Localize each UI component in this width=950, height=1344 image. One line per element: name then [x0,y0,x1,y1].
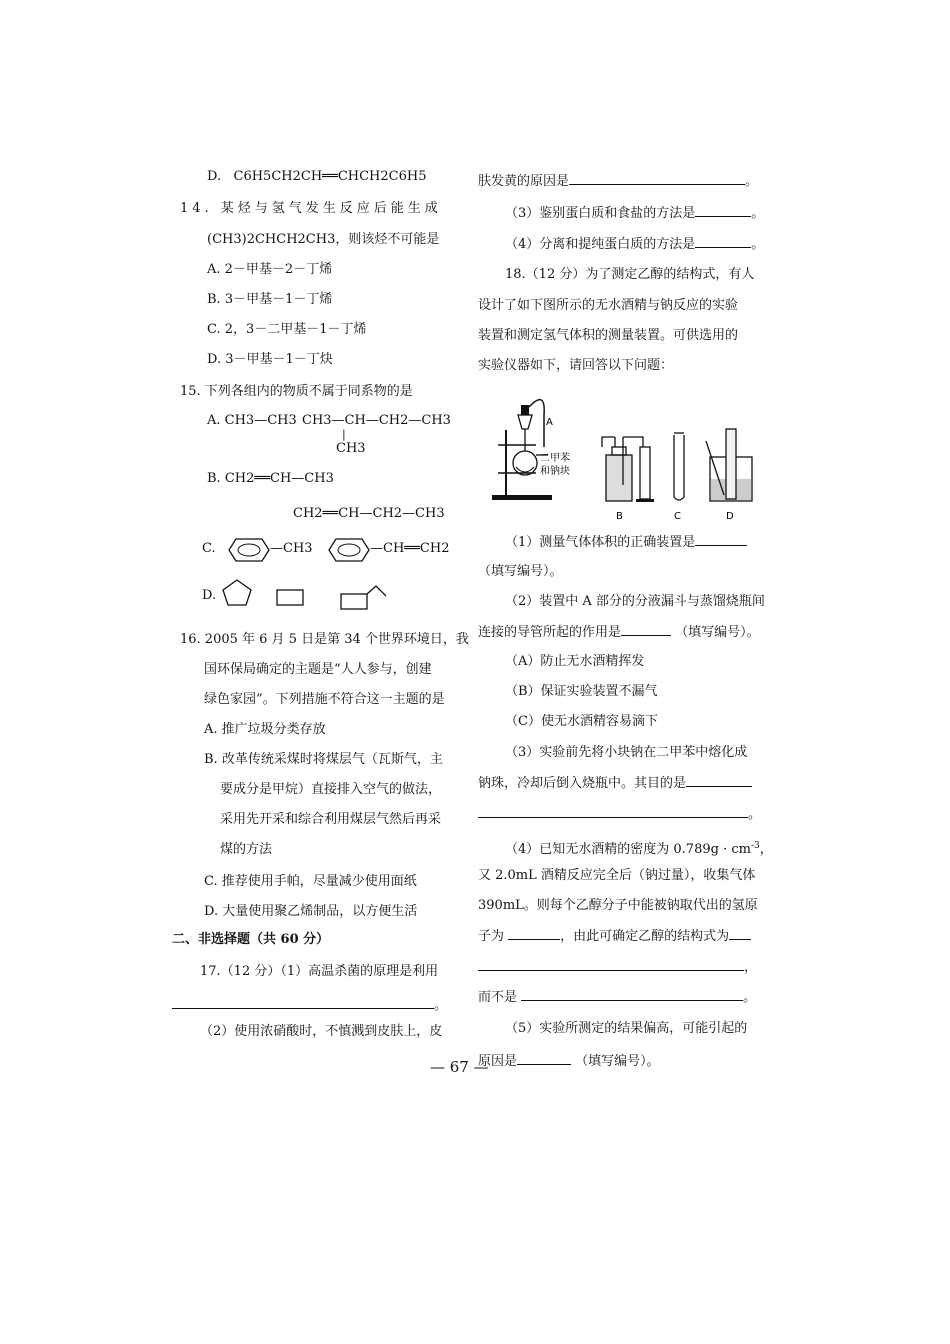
q18-option-a: （A）防止无水酒精挥发 [505,654,645,669]
answer-blank[interactable] [517,1052,571,1065]
answer-blank[interactable] [521,988,743,1001]
q16-option-b-line4: 煤的方法 [220,842,273,857]
question-text: （填写编号）。 [575,1054,660,1069]
figure-label-b: B [616,511,623,522]
benzene-ring-icon [228,537,270,563]
q18-line2: 设计了如下图所示的无水酒精与钠反应的实验 [478,298,739,313]
q18-part4-line2: 又 2.0mL 酒精反应完全后（钠过量），收集气体 [478,868,756,883]
q15-option-a-branch: CH3 [336,441,366,456]
question-text: 钠珠，冷却后倒入烧瓶中。其目的是 [478,776,687,791]
answer-blank[interactable] [686,774,752,787]
question-text: 而不是 [478,990,518,1005]
question-text: 原因是 [478,1054,518,1069]
answer-blank[interactable] [478,958,744,971]
q18-line3: 装置和测定氢气体积的测量装置。可供选用的 [478,328,739,343]
q15-option-b-left: B. CH2══CH—CH3 [207,471,334,486]
q14-line2: (CH3)2CHCH2CH3，则该烃不可能是 [207,232,440,247]
square-ring-icon [276,589,304,607]
q16-option-d: D. 大量使用聚乙烯制品，以方便生活 [204,904,418,919]
q13-option-d [207,168,426,186]
figure-note-line2: 和钠块 [540,466,570,477]
question-text: ，由此可确定乙醇的结构式为 [560,929,730,944]
q18-part2-line2 [478,623,760,642]
q14-option-c: C. 2，3－二甲基－1－丁烯 [207,322,367,337]
q18-part4-line1 [505,837,773,859]
q17-answer-line1 [172,996,447,1015]
line-end-mark: 。 [751,237,765,252]
q17-line1: 17.（12 分）（1）高温杀菌的原理是利用 [200,964,439,979]
q18-line1: 18.（12 分）为了测定乙醇的结构式，有人 [505,267,755,282]
line-end-mark: 。 [745,174,759,189]
answer-blank[interactable] [695,204,751,217]
q16-option-b-line2: 要成分是甲烷）直接排入空气的做法， [220,782,442,797]
question-text: （3）鉴别蛋白质和食盐的方法是 [505,206,696,221]
q16-option-b-line1: B. 改革传统采煤时将煤层气（瓦斯气，主 [204,752,443,767]
q15-stem: 15. 下列各组内的物质不属于同系物的是 [180,384,413,399]
q16-line2: 国环保局确定的主题是“人人参与，创建 [204,662,432,677]
q15-option-c-methyl: —CH3 [270,541,313,556]
q16-option-b-line3: 采用先开采和综合利用煤层气然后再采 [220,812,442,827]
option-label: D. [207,169,222,184]
methylcyclobutane-icon [340,584,390,610]
q18-part4-line4 [478,927,751,946]
q14-option-b: B. 3－甲基－1－丁烯 [207,292,333,307]
q18-part4-line3: 390mL。则每个乙醇分子中能被钠取代出的氢原 [478,898,758,913]
question-text: （4）已知无水酒精的密度为 0.789g · cm [505,842,751,857]
answer-blank[interactable] [508,927,560,940]
q18-part3-line1: （3）实验前先将小块钠在二甲苯中熔化成 [505,745,748,760]
figure-label-d: D [726,511,734,522]
figure-label-a: A [546,417,553,428]
question-text: 肤发黄的原因是 [478,174,570,189]
answer-blank[interactable] [478,805,748,818]
q18-part3-answer-line [478,805,761,824]
figure-label-c: C [674,511,681,522]
figure-note-line1: 二甲苯 [540,453,570,464]
q18-part5-line2 [478,1052,660,1071]
line-end-mark: ， [744,960,758,975]
q18-part4-line6 [478,988,756,1007]
q17-part2-continuation [478,172,758,191]
q18-part1-tail: （填写编号）。 [478,564,563,579]
q17-part3 [505,204,764,223]
q18-line4: 实验仪器如下，请回答以下问题： [478,358,674,373]
page-number: — 67 — [430,1058,489,1076]
pentagon-ring-icon [221,578,253,606]
q14-option-d: D. 3－甲基－1－丁炔 [207,352,333,367]
benzene-ring-icon [328,537,370,563]
q14-option-a: A. 2－甲基－2－丁烯 [207,262,333,277]
q15-option-d-label: D. [202,588,217,603]
q15-branch-bond: | [342,428,346,441]
line-end-mark: 。 [434,998,448,1013]
q15-option-b-right: CH2══CH—CH2—CH3 [293,506,445,521]
formula-text: C6H5CH2CH══CHCH2C6H5 [233,169,427,184]
question-text: 连接的导管所起的作用是 [478,625,622,640]
line-end-mark: 。 [743,990,757,1005]
section-heading: 二、非选择题（共 60 分） [172,932,330,947]
line-end-mark: ， [759,842,773,857]
answer-blank[interactable] [695,533,747,546]
q18-part4-answer-line [478,958,757,977]
q16-line1: 16. 2005 年 6 月 5 日是第 34 个世界环境日，我 [180,632,469,647]
answer-blank[interactable] [695,235,751,248]
q14-line1: 14. 某烃与氢气发生反应后能生成 [180,201,442,216]
q18-option-c: （C）使无水酒精容易滴下 [505,714,658,729]
q15-option-c-label: C. [202,541,216,556]
answer-blank[interactable] [569,172,745,185]
q18-part2-line1: （2）装置中 A 部分的分液漏斗与蒸馏烧瓶间 [505,594,765,609]
q16-option-a: A. 推广垃圾分类存放 [204,722,326,737]
answer-blank[interactable] [729,927,751,940]
apparatus-figure [488,385,758,525]
q18-part1 [505,533,747,552]
superscript: -3 [750,841,760,851]
question-text: （填写编号）。 [675,625,760,640]
question-text: （1）测量气体体积的正确装置是 [505,535,696,550]
q15-option-a-right: CH3—CH—CH2—CH3 [302,413,451,428]
answer-blank[interactable] [172,996,434,1009]
q15-option-c-vinyl: —CH══CH2 [370,541,450,556]
question-text: （4）分离和提纯蛋白质的方法是 [505,237,696,252]
q17-line2: （2）使用浓硝酸时，不慎溅到皮肤上，皮 [200,1024,443,1039]
q18-part3-line2 [478,774,752,793]
line-end-mark: 。 [751,206,765,221]
question-text: 子为 [478,929,505,944]
q15-option-a-left: A. CH3—CH3 [207,413,297,428]
answer-blank[interactable] [621,623,671,636]
q17-part4 [505,235,764,254]
q18-option-b: （B）保证实验装置不漏气 [505,684,658,699]
q16-option-c: C. 推荐使用手帕，尽量减少使用面纸 [204,874,417,889]
q18-part5-line1: （5）实验所测定的结果偏高，可能引起的 [505,1021,748,1036]
q16-line3: 绿色家园”。下列措施不符合这一主题的是 [204,692,445,707]
line-end-mark: 。 [748,807,762,822]
